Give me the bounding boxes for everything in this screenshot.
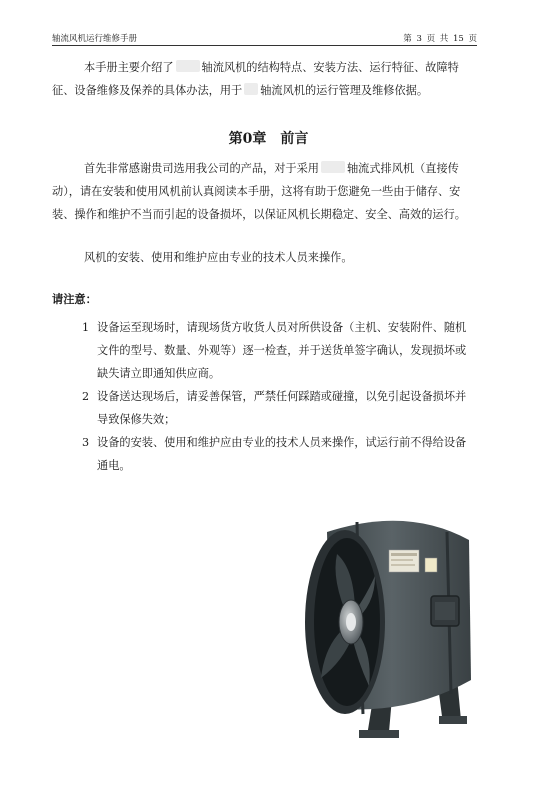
preface-text-2: 轴流式排风机（直接传动），请在安装和使用风机前认真阅读本手册，这将有助于您避免一些由于储存、安装、操作和维护不当而引起的设备损坏，以保证风机长期稳定、安全、高效的运行。 — [52, 162, 466, 221]
preface-paragraph-1 — [52, 157, 477, 226]
list-item-text: 设备的安装、使用和维护应由专业的技术人员来操作，试运行前不得给设备通电。 — [97, 436, 467, 472]
chapter-title: 前言 — [280, 131, 309, 147]
list-item-number: 1 — [82, 321, 90, 334]
intro-text-1: 本手册主要介绍了 — [84, 61, 174, 74]
preface-paragraph-2: 风机的安装、使用和维护应由专业的技术人员来操作。 — [84, 251, 353, 264]
preface-text-1: 首先非常感谢贵司选用我公司的产品，对于采用 — [84, 162, 319, 175]
list-item-number: 3 — [82, 436, 90, 449]
list-item-text: 设备送达现场后，请妥善保管，严禁任何踩踏或碰撞，以免引起设备损坏并导致保修失效； — [97, 390, 467, 426]
intro-paragraph — [52, 56, 477, 102]
list-item-number: 2 — [82, 390, 90, 403]
fan-warning-label — [425, 558, 437, 572]
list-item — [82, 316, 477, 385]
header-page-info: 第 3 页 共 15 页 — [403, 34, 477, 44]
intro-text-2: 轴流风机的结构特点、安装方法、运行特征、故障特征、设备维修及保养的具体办法，用于 — [52, 61, 459, 97]
notice-title: 请注意： — [52, 292, 97, 306]
redacted-brand — [244, 83, 258, 95]
chapter-heading — [0, 128, 537, 148]
header-title: 轴流风机运行维修手册 — [52, 34, 138, 44]
list-item-text: 设备运至现场时，请现场货方收货人员对所供设备（主机、安装附件、随机文件的型号、数量、外观等）逐一检查，并于送货单签字确认，发现损坏或缺失请立即通知供应商。 — [97, 321, 467, 380]
page-header — [52, 30, 477, 46]
notice-list — [82, 316, 477, 477]
intro-text-3: 轴流风机的运行管理及维修依据。 — [260, 84, 429, 97]
redacted-brand — [321, 161, 345, 173]
redacted-brand — [176, 60, 200, 72]
axial-fan-photo — [297, 510, 483, 742]
list-item — [82, 385, 477, 431]
chapter-number: 第0章 — [228, 131, 267, 147]
list-item — [82, 431, 477, 477]
